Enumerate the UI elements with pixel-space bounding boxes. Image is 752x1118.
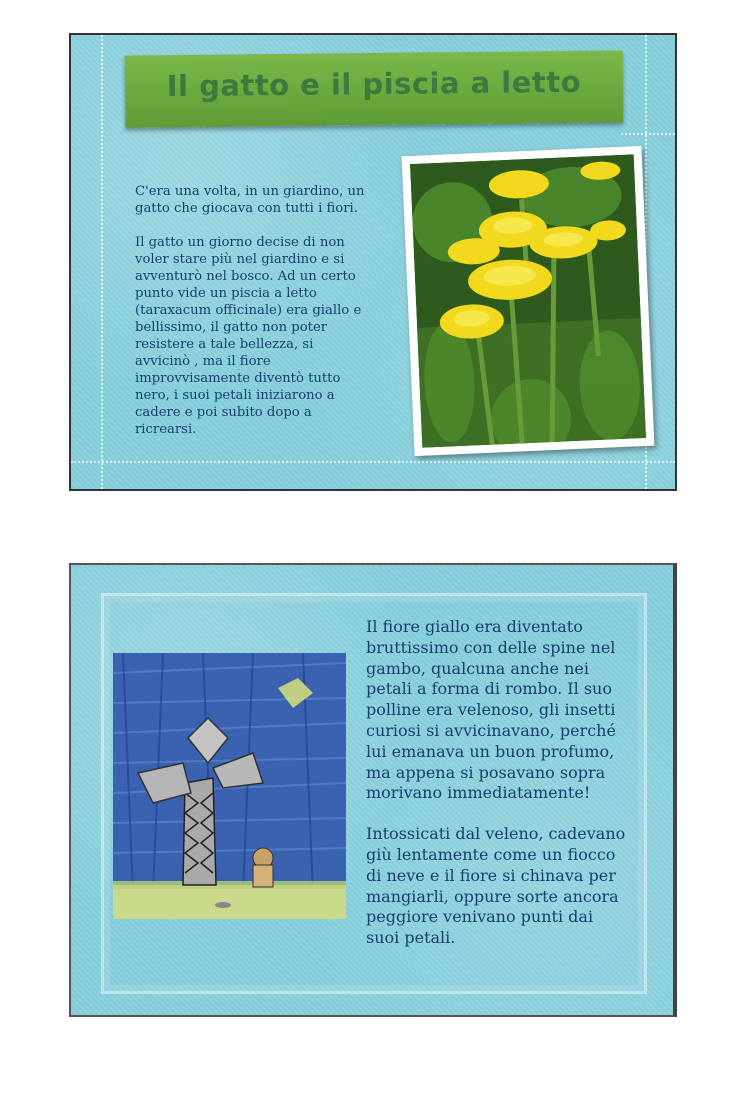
drawing-image (113, 653, 346, 919)
dandelion-image (410, 154, 646, 448)
story-text-1 (135, 183, 367, 455)
title-banner (125, 50, 624, 127)
paragraph-2: Il gatto un giorno decise di non voler stare più nel giardino e si avventurò nel bosco. Ad un certo punto vide un piscia a letto (taraxacum officinale) era giallo e bellissimo, il gatto non poter resistere a tale bellezza, si avvicinò , ma il fiore improvvisamente diventò tutto nero, i suoi petali iniziarono a cadere e poi subito dopo a ricrearsi. (135, 235, 362, 437)
slide-title: Il gatto e il piscia a letto (166, 64, 582, 104)
stitch-border-top (621, 133, 675, 135)
paragraph-3: Il fiore giallo era diventato bruttissimo con delle spine nel gambo, qualcuna anche nei petali a forma di rombo. Il suo polline era velenoso, gli insetti curiosi si avvicinavano, perché lui emanava un buon profumo, ma appena si posavano sopra morivano immediatamente! (366, 617, 616, 803)
paragraph-4: Intossicati dal veleno, cadevano giù lentamente come un fiocco di neve e il fiore si chinava per mangiarli, oppure sorte ancora peggiore venivano punti dai suoi petali. (366, 824, 626, 948)
dandelion-photo (402, 146, 655, 456)
stitch-border-bottom (71, 461, 675, 463)
slide-1 (69, 33, 677, 491)
story-text-2 (366, 617, 626, 969)
stitch-border-left (101, 35, 103, 489)
paragraph-1: C'era una volta, in un giardino, un gatto che giocava con tutti i fiori. (135, 184, 365, 216)
child-drawing (113, 653, 346, 919)
slide-2 (69, 563, 677, 1017)
